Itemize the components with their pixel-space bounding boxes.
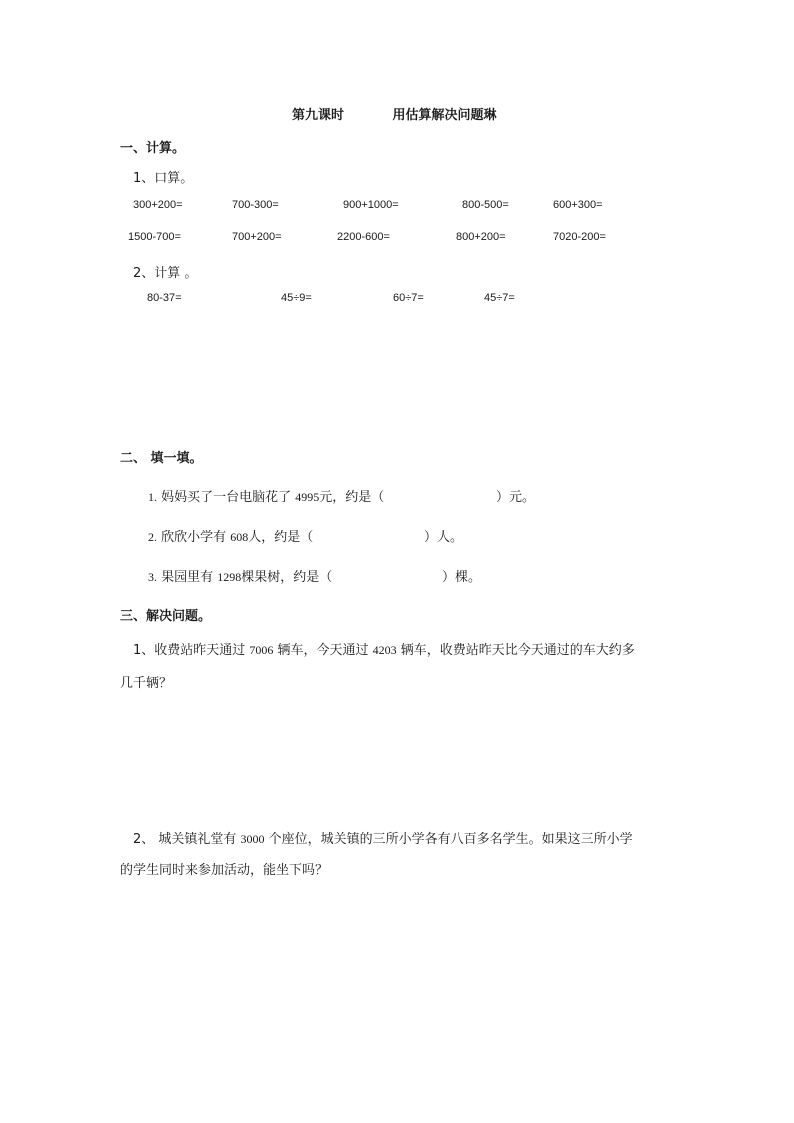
problem-1-num-a: 7006 — [249, 643, 274, 657]
written-q-2: 45÷9= — [281, 292, 312, 304]
fill-item-1-text: 妈妈买了一台电脑花了 — [161, 490, 292, 505]
oral-q-1-2: 700-300= — [232, 199, 279, 211]
problem-2-line-1 — [133, 826, 633, 853]
problem-2-text-b: 个座位，城关镇的三所小学各有八百多名学生。如果这三所小学 — [264, 832, 633, 847]
problem-1-line-1 — [133, 637, 635, 664]
lesson-label: 第九课时 — [292, 108, 345, 123]
oral-q-1-5: 600+300= — [553, 199, 603, 211]
problem-2-text-a: 2、 城关镇礼堂有 — [133, 832, 241, 847]
fill-item-3-close: ）棵。 — [442, 570, 482, 585]
problem-1-line-2: 几千辆？ — [120, 676, 173, 691]
oral-q-1-1: 300+200= — [133, 199, 183, 211]
problem-2-num-a: 3000 — [240, 832, 265, 846]
page-title — [292, 104, 497, 123]
oral-calc-label: 1、口算。 — [133, 171, 194, 186]
fill-item-1-value: 4995 — [295, 490, 320, 504]
oral-q-2-2: 700+200= — [232, 231, 282, 243]
written-q-4: 45÷7= — [484, 292, 515, 304]
fill-item-2-text: 欣欣小学有 — [161, 530, 227, 545]
fill-item-3-text: 果园里有 — [161, 570, 214, 585]
problem-1-text-b: 辆车，今天通过 — [273, 643, 373, 658]
problem-2-line-2: 的学生同时来参加活动，能坐下吗？ — [120, 863, 329, 878]
written-q-3: 60÷7= — [393, 292, 424, 304]
oral-q-2-3: 2200-600= — [337, 231, 390, 243]
oral-q-2-5: 7020-200= — [553, 231, 606, 243]
fill-item-3-number: 3. — [148, 570, 157, 584]
problem-1-num-b: 4203 — [372, 643, 397, 657]
oral-q-1-3: 900+1000= — [343, 199, 399, 211]
fill-item-2-close: ）人。 — [424, 530, 464, 545]
section-3-heading: 三、解决问题。 — [120, 609, 212, 624]
section-1-heading: 一、计算。 — [120, 141, 186, 156]
oral-q-2-1: 1500-700= — [128, 231, 181, 243]
fill-item-1-number: 1. — [148, 490, 157, 504]
fill-item-3 — [148, 566, 332, 585]
oral-q-2-4: 800+200= — [456, 231, 506, 243]
problem-1-text-c: 辆车，收费站昨天比今天通过的车大约多 — [396, 643, 635, 658]
fill-item-1-prompt: 元，约是（ — [319, 490, 385, 505]
fill-item-3-prompt: 棵果树，约是（ — [241, 570, 333, 585]
fill-item-2-number: 2. — [148, 530, 157, 544]
fill-item-1-close: ）元。 — [496, 490, 536, 505]
section-2-heading: 二、 填一填。 — [120, 451, 203, 466]
problem-1-text-a: 1、收费站昨天通过 — [133, 643, 250, 658]
fill-item-1 — [148, 486, 384, 505]
fill-item-2 — [148, 526, 313, 545]
topic-label: 用估算解决问题琳 — [392, 108, 497, 123]
written-q-1: 80-37= — [147, 292, 182, 304]
written-calc-label: 2、计算 。 — [133, 266, 198, 281]
fill-item-2-prompt: 人，约是（ — [248, 530, 314, 545]
fill-item-3-value: 1298 — [217, 570, 242, 584]
fill-item-2-value: 608 — [230, 530, 249, 544]
oral-q-1-4: 800-500= — [462, 199, 509, 211]
